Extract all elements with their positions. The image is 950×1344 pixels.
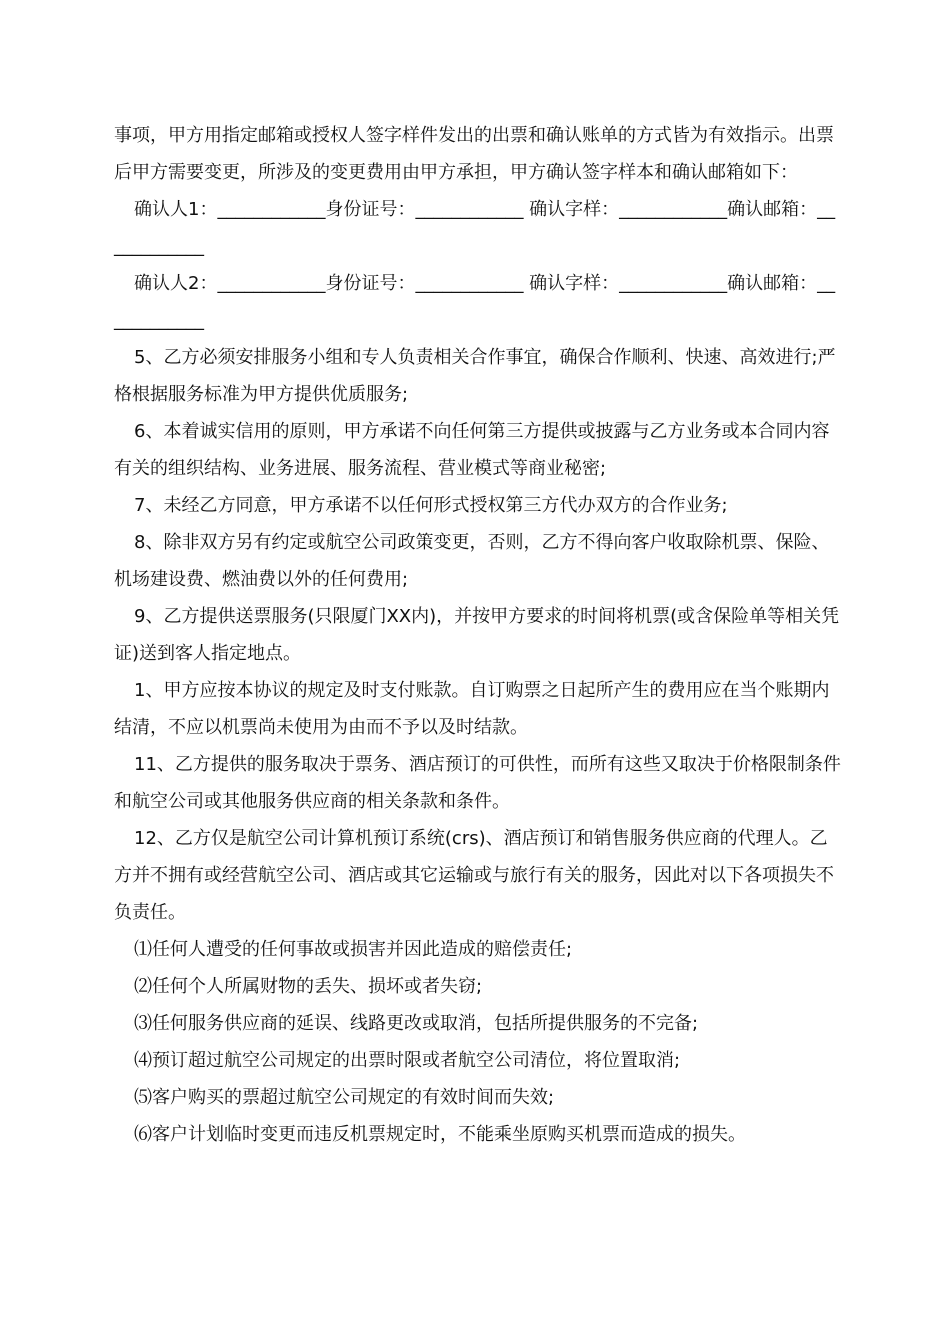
paragraph-sub-4: ⑷预订超过航空公司规定的出票时限或者航空公司清位，将位置取消; [134,1050,681,1071]
paragraph-item-12: 12、乙方仅是航空公司计算机预订系统(crs)、酒店预订和销售服务供应商的代理人。乙方并不拥有或经营航空公司、酒店或其它运输或与旅行有关的服务，因此对以下各项损失不负责任。 [114,828,834,923]
paragraph-item-1: 1、甲方应按本协议的规定及时支付账款。自订购票之日起所产生的费用应在当个账期内结清，不应以机票尚未使用为由而不予以及时结款。 [114,680,830,738]
paragraph-confirmer-2: 确认人2：____________身份证号：____________ 确认字样：____________确认邮箱：____________ [114,273,836,331]
paragraph-sub-1: ⑴任何人遭受的任何事故或损害并因此造成的赔偿责任; [134,939,573,960]
paragraph-item-11: 11、乙方提供的服务取决于票务、酒店预订的可供性，而所有这些又取决于价格限制条件和航空公司或其他服务供应商的相关条款和条件。 [114,754,841,812]
paragraph-item-9: 9、乙方提供送票服务(只限厦门XX内)，并按甲方要求的时间将机票(或含保险单等相关凭证)送到客人指定地点。 [114,606,840,664]
paragraph-sub-6: ⑹客户计划临时变更而违反机票规定时，不能乘坐原购买机票而造成的损失。 [134,1124,746,1145]
paragraph-sub-2: ⑵任何个人所属财物的丢失、损坏或者失窃; [134,976,483,997]
paragraph-item-8: 8、除非双方另有约定或航空公司政策变更，否则，乙方不得向客户收取除机票、保险、机场建设费、燃油费以外的任何费用; [114,532,830,590]
paragraph-item-7: 7、未经乙方同意，甲方承诺不以任何形式授权第三方代办双方的合作业务; [134,495,728,516]
paragraph-confirmer-1: 确认人1：____________身份证号：____________ 确认字样：____________确认邮箱：____________ [114,199,836,257]
paragraph-item-5: 5、乙方必须安排服务小组和专人负责相关合作事宜，确保合作顺利、快速、高效进行;严格根据服务标准为甲方提供优质服务; [114,347,836,405]
paragraph-sub-3: ⑶任何服务供应商的延误、线路更改或取消，包括所提供服务的不完备; [134,1013,699,1034]
paragraph-intro: 事项，甲方用指定邮箱或授权人签字样件发出的出票和确认账单的方式皆为有效指示。出票后甲方需要变更，所涉及的变更费用由甲方承担，甲方确认签字样本和确认邮箱如下： [114,125,834,183]
paragraph-sub-5: ⑸客户购买的票超过航空公司规定的有效时间而失效; [134,1087,555,1108]
paragraph-item-6: 6、本着诚实信用的原则，甲方承诺不向任何第三方提供或披露与乙方业务或本合同内容有关的组织结构、业务进展、服务流程、营业模式等商业秘密; [114,421,830,479]
document-body [114,117,844,1153]
